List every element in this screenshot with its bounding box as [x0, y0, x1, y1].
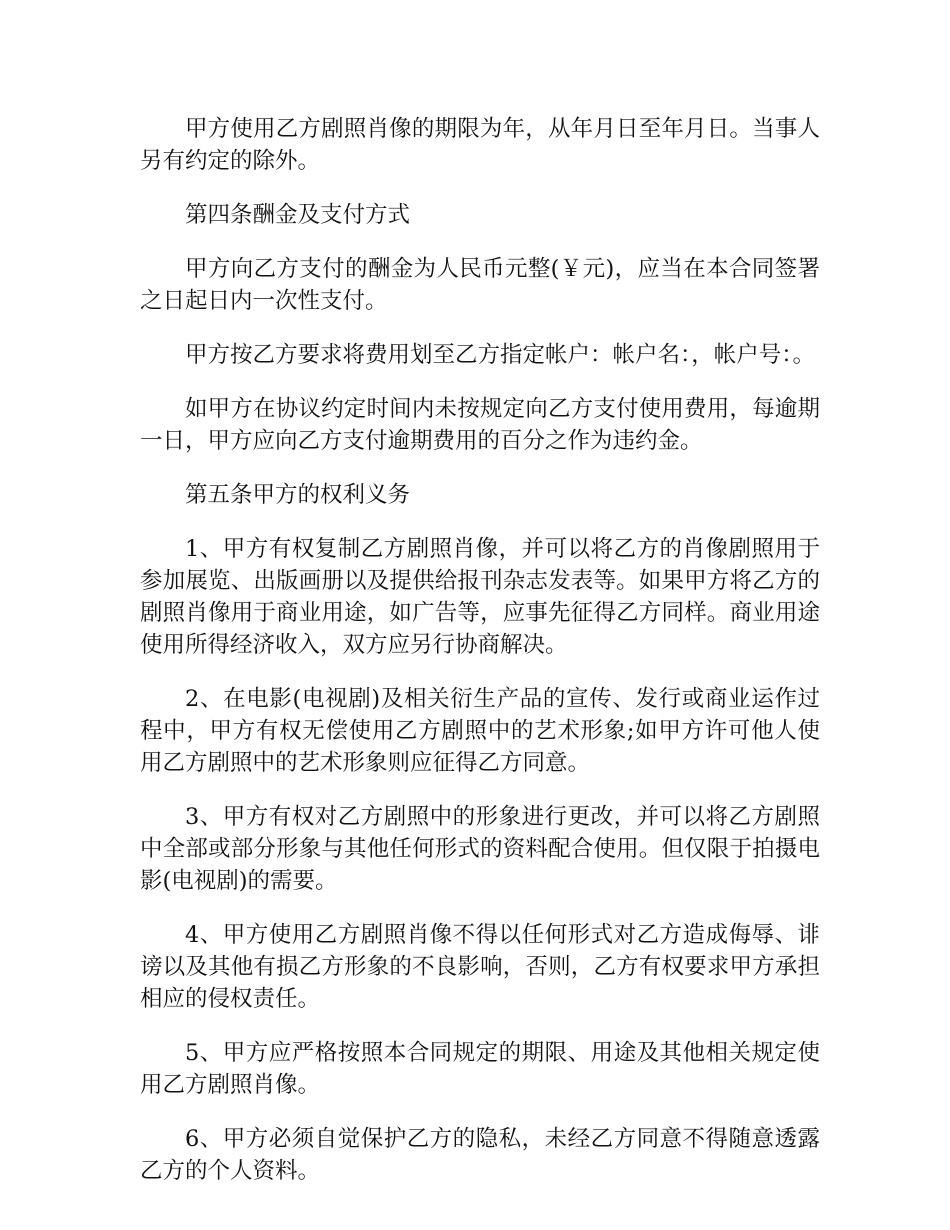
document-body	[140, 113, 820, 1209]
paragraph-account: 甲方按乙方要求将费用划至乙方指定帐户：帐户名：，帐户号：。	[185, 342, 816, 368]
paragraph-remuneration: 甲方向乙方支付的酬金为人民币元整(￥元)，应当在本合同签署之日起日内一次性支付。	[140, 256, 820, 314]
paragraph-right-6: 6、甲方必须自觉保护乙方的隐私，未经乙方同意不得随意透露乙方的个人资料。	[140, 1126, 820, 1184]
paragraph-right-2: 2、在电影(电视剧)及相关衍生产品的宣传、发行或商业运作过程中，甲方有权无偿使用乙方剧照中的艺术形象;如甲方许可他人使用乙方剧照中的艺术形象则应征得乙方同意。	[140, 686, 820, 776]
paragraph-right-4: 4、甲方使用乙方剧照肖像不得以任何形式对乙方造成侮辱、诽谤以及其他有损乙方形象的不良影响，否则，乙方有权要求甲方承担相应的侵权责任。	[140, 922, 820, 1012]
heading-article-5: 第五条甲方的权利义务	[185, 482, 411, 508]
paragraph-right-1: 1、甲方有权复制乙方剧照肖像，并可以将乙方的肖像剧照用于参加展览、出版画册以及提供给报刊杂志发表等。如果甲方将乙方的剧照肖像用于商业用途，如广告等，应事先征得乙方同样。商业用途使用所得经济收入，双方应另行协商解决。	[140, 536, 820, 658]
paragraph-right-5: 5、甲方应严格按照本合同规定的期限、用途及其他相关规定使用乙方剧照肖像。	[140, 1040, 820, 1098]
paragraph-late-penalty: 如甲方在协议约定时间内未按规定向乙方支付使用费用，每逾期一日，甲方应向乙方支付逾期费用的百分之作为违约金。	[140, 396, 820, 454]
paragraph-term-period: 甲方使用乙方剧照肖像的期限为年，从年月日至年月日。当事人另有约定的除外。	[140, 116, 820, 174]
paragraph-right-3: 3、甲方有权对乙方剧照中的形象进行更改，并可以将乙方剧照中全部或部分形象与其他任何形式的资料配合使用。但仅限于拍摄电影(电视剧)的需要。	[140, 804, 820, 894]
heading-article-4: 第四条酬金及支付方式	[185, 202, 411, 228]
